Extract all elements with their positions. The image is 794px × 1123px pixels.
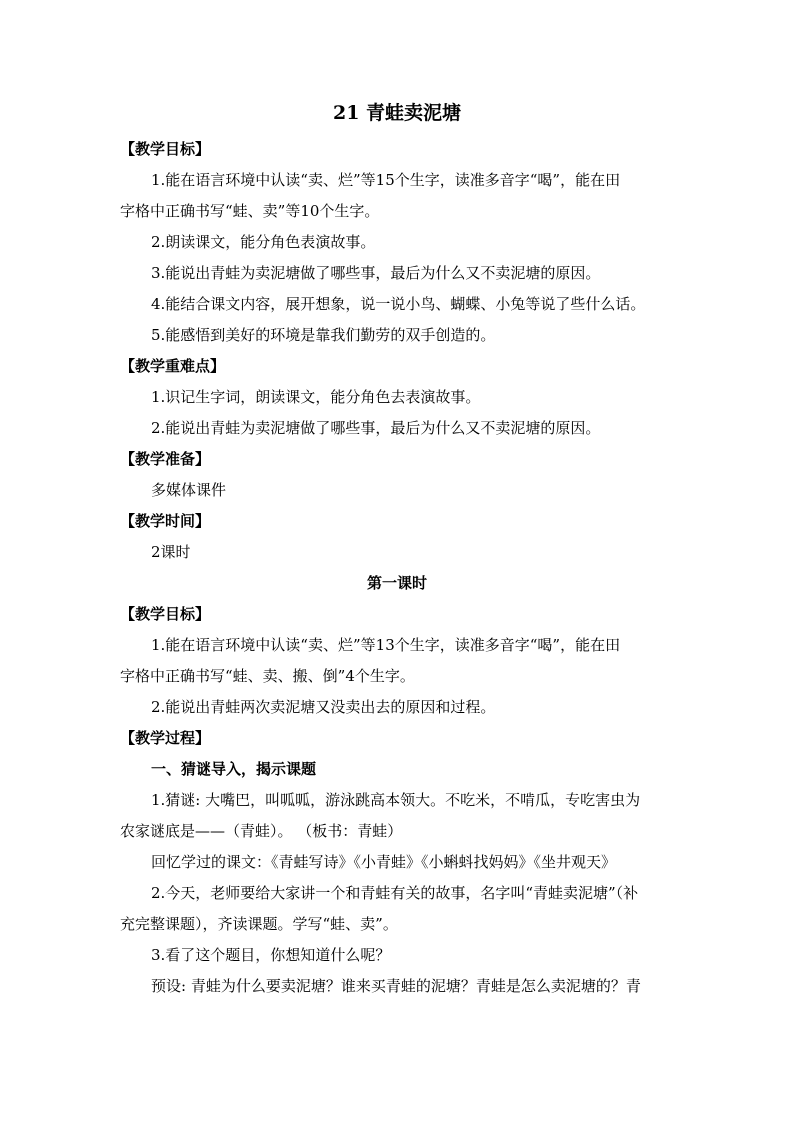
section-heading-process: 【教学过程】	[120, 729, 211, 747]
key-point-1: 1.识记生字词，朗读课文，能分角色去表演故事。	[151, 388, 481, 406]
process-line-7: 预设: 青蛙为什么要卖泥塘？谁来买青蛙的泥塘？青蛙是怎么卖泥塘的？青	[151, 977, 641, 995]
goal-item-1: 1.能在语言环境中认读“卖、烂”等15个生字，读准多音字“喝”，能在田	[151, 171, 621, 189]
key-point-2: 2.能说出青蛙为卖泥塘做了哪些事，最后为什么又不卖泥塘的原因。	[151, 419, 601, 437]
section-heading-time: 【教学时间】	[120, 512, 211, 530]
goal-item-3: 3.能说出青蛙为卖泥塘做了哪些事，最后为什么又不卖泥塘的原因。	[151, 264, 601, 282]
goal-item-5: 5.能感悟到美好的环境是靠我们勤劳的双手创造的。	[151, 326, 496, 344]
section-heading-key-points: 【教学重难点】	[120, 357, 226, 375]
process-line-3: 回忆学过的课文：《青蛙写诗》《小青蛙》《小蝌蚪找妈妈》《坐井观天》	[151, 853, 617, 871]
time-text: 2课时	[151, 543, 191, 561]
process-line-6: 3.看了这个题目，你想知道什么呢？	[151, 946, 391, 964]
section-heading-teaching-goals: 【教学目标】	[120, 140, 211, 158]
goal-item-1-continued: 字格中正确书写“蛙、卖”等10个生字。	[120, 202, 380, 220]
process-line-1: 1.猜谜: 大嘴巴，叫呱呱，游泳跳高本领大。不吃米，不啃瓜，专吃害虫为	[151, 791, 641, 809]
goal-item-2: 2.朗读课文，能分角色表演故事。	[151, 233, 376, 251]
page-title: 21 青蛙卖泥塘	[332, 102, 462, 124]
process-section-1-heading: 一、猜谜导入，揭示课题	[151, 760, 317, 778]
preparation-text: 多媒体课件	[151, 481, 227, 499]
lesson-one-heading: 第一课时	[366, 574, 427, 592]
process-line-2: 农家谜底是——（青蛙）。 （板书：青蛙）	[120, 822, 403, 840]
lesson-goal-1-continued: 字格中正确书写“蛙、卖、搬、倒”4个生字。	[120, 667, 415, 685]
goal-item-4: 4.能结合课文内容，展开想象，说一说小鸟、蝴蝶、小兔等说了些什么话。	[151, 295, 646, 313]
lesson-goal-1: 1.能在语言环境中认读“卖、烂”等13个生字，读准多音字“喝”，能在田	[151, 636, 621, 654]
section-heading-lesson-goals: 【教学目标】	[120, 605, 211, 623]
section-heading-preparation: 【教学准备】	[120, 450, 211, 468]
lesson-goal-2: 2.能说出青蛙两次卖泥塘又没卖出去的原因和过程。	[151, 698, 496, 716]
process-line-4: 2.今天，老师要给大家讲一个和青蛙有关的故事，名字叫“青蛙卖泥塘”（补	[151, 884, 639, 902]
process-line-5: 充完整课题），齐读课题。学写“蛙、卖”。	[120, 915, 398, 933]
